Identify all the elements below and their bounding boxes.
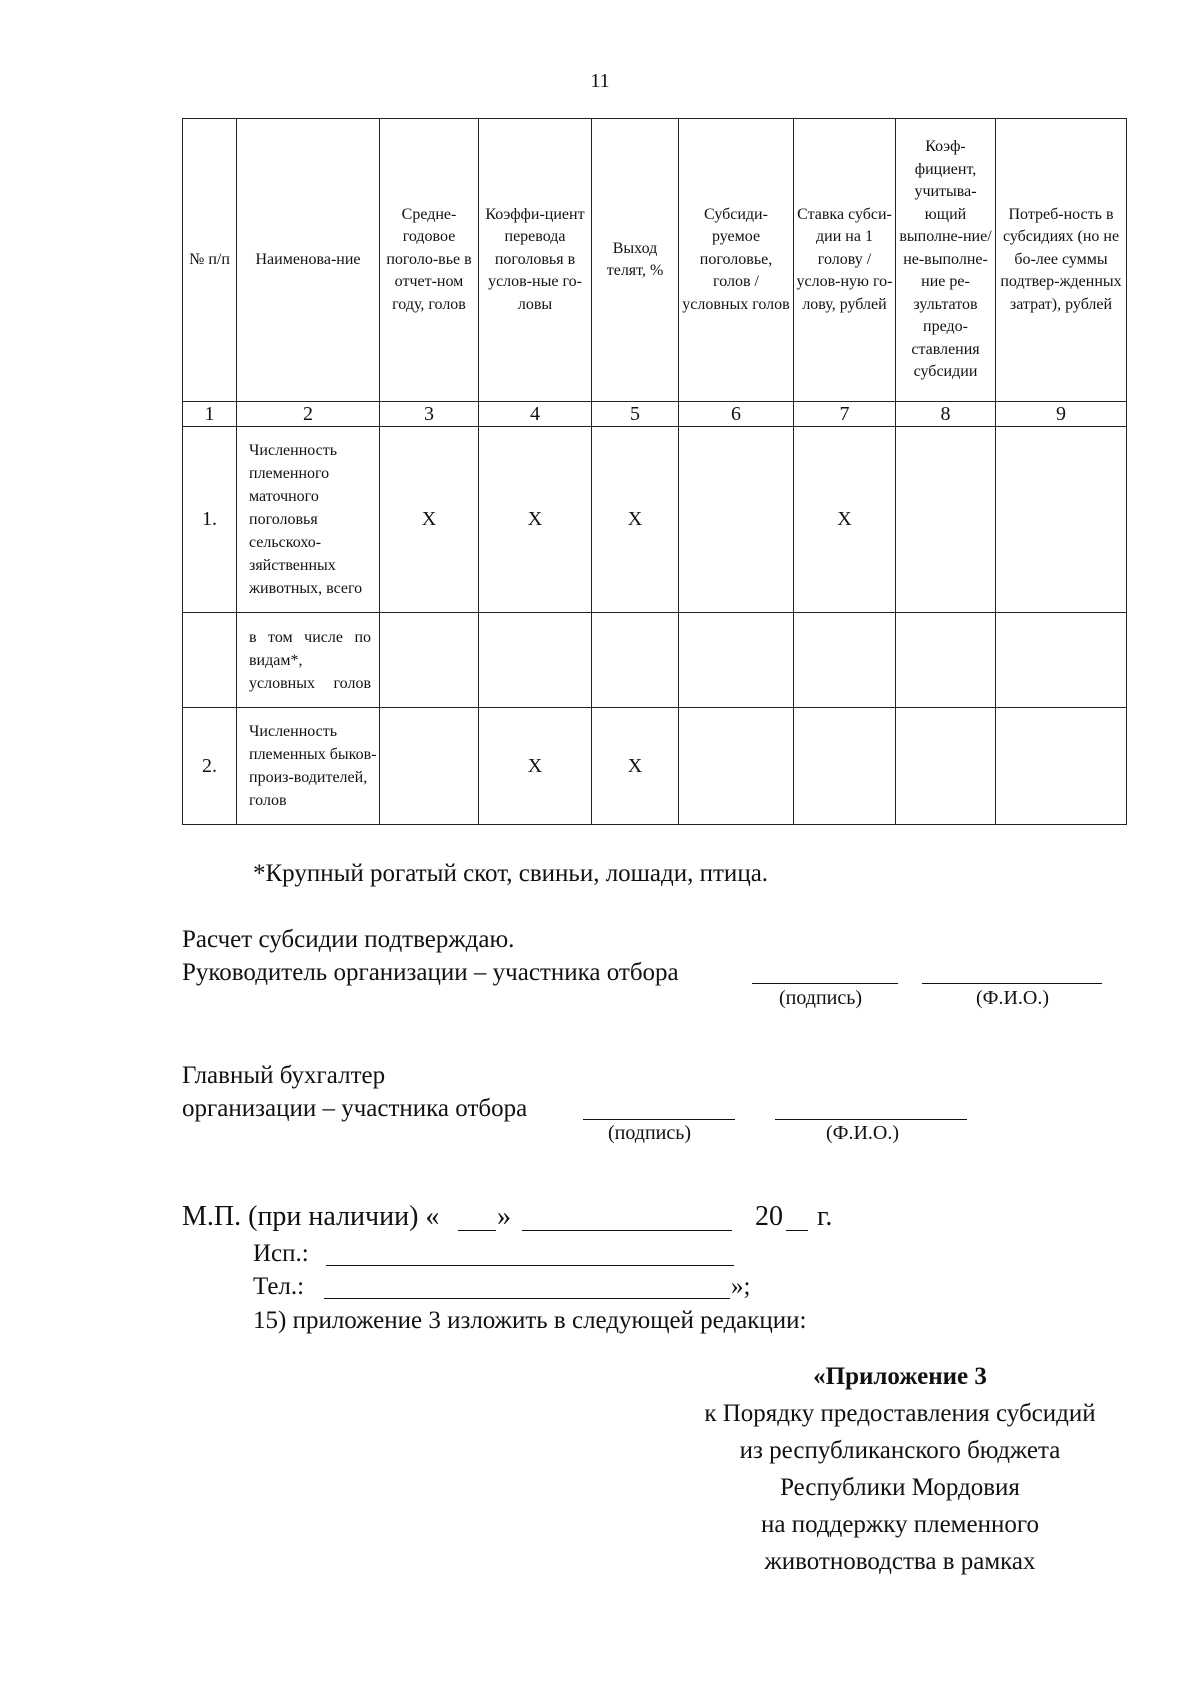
annex-line: на поддержку племенного <box>761 1511 1039 1538</box>
column-number: 4 <box>479 402 592 427</box>
column-number: 1 <box>183 402 237 427</box>
isp-label: Исп.: <box>253 1240 309 1267</box>
confirm-text: Расчет субсидии подтверждаю. <box>182 926 515 953</box>
cell-value <box>679 427 794 613</box>
director-signature-caption: (подпись) <box>779 987 863 1009</box>
cell-value <box>679 708 794 825</box>
cell-mark: Х <box>794 427 896 613</box>
table-row <box>183 613 1127 708</box>
table-row <box>183 427 1127 613</box>
row-number: 1. <box>183 427 237 613</box>
column-number: 9 <box>996 402 1127 427</box>
year-suffix: г. <box>817 1201 833 1232</box>
header-cell: № п/п <box>183 119 237 402</box>
row-name: Численность племенных быков-произ-водителей, голов <box>237 708 380 825</box>
cell-value <box>896 613 996 708</box>
tel-end: »; <box>731 1273 751 1300</box>
header-cell: Коэффи-циент перевода поголовья в услов-ные го-ловы <box>479 119 592 402</box>
accountant-fio-line[interactable] <box>775 1119 967 1120</box>
table-row <box>183 708 1127 825</box>
tel-label: Тел.: <box>253 1273 305 1300</box>
accountant-fio-caption: (Ф.И.О.) <box>826 1122 900 1144</box>
accountant-signature-line[interactable] <box>583 1119 735 1120</box>
page-number: 11 <box>590 70 610 92</box>
accountant-label: организации – участника отбора <box>182 1095 528 1122</box>
annex-line: к Порядку предоставления субсидий <box>704 1400 1096 1427</box>
cell-value <box>896 427 996 613</box>
header-cell: Средне-годовое поголо-вье в отчет-ном году, голов <box>380 119 479 402</box>
tel-line[interactable] <box>324 1298 730 1299</box>
subsidy-table <box>182 118 1127 825</box>
column-number-row <box>183 402 1127 427</box>
director-fio-caption: (Ф.И.О.) <box>976 987 1050 1009</box>
close-quote: » <box>497 1201 511 1232</box>
cell-value <box>794 708 896 825</box>
cell-value <box>479 613 592 708</box>
row-number <box>183 613 237 708</box>
annex-line: Республики Мордовия <box>780 1474 1020 1501</box>
annex-block <box>620 1358 1180 1580</box>
row-name: в том числе по видам*, условных голов <box>237 613 380 708</box>
stamp-label: М.П. (при наличии) « <box>182 1201 440 1232</box>
accountant-title: Главный бухгалтер <box>182 1062 386 1089</box>
director-label: Руководитель организации – участника отбора <box>182 959 679 986</box>
cell-value <box>996 708 1127 825</box>
header-cell: Ставка субси-дии на 1 голову / услов-ную го-лову, рублей <box>794 119 896 402</box>
month-line[interactable] <box>522 1230 732 1231</box>
cell-value <box>679 613 794 708</box>
column-number: 3 <box>380 402 479 427</box>
annex-title: «Приложение 3 <box>813 1363 987 1390</box>
cell-mark: Х <box>592 708 679 825</box>
cell-value <box>896 708 996 825</box>
cell-mark: Х <box>380 427 479 613</box>
year-prefix: 20 <box>755 1201 783 1232</box>
cell-mark: Х <box>479 708 592 825</box>
cell-value <box>380 708 479 825</box>
cell-value <box>996 613 1127 708</box>
row-number: 2. <box>183 708 237 825</box>
column-number: 7 <box>794 402 896 427</box>
header-cell: Субсиди-руемое поголовье, голов / условных голов <box>679 119 794 402</box>
cell-value <box>380 613 479 708</box>
cell-value <box>996 427 1127 613</box>
isp-line[interactable] <box>326 1265 734 1266</box>
instruction: 15) приложение 3 изложить в следующей редакции: <box>253 1307 807 1334</box>
annex-line: животноводства в рамках <box>764 1548 1036 1575</box>
header-cell: Выход телят, % <box>592 119 679 402</box>
cell-mark: Х <box>592 427 679 613</box>
header-cell: Наименова-ние <box>237 119 380 402</box>
column-number: 8 <box>896 402 996 427</box>
table-header-row <box>183 119 1127 402</box>
cell-value <box>592 613 679 708</box>
cell-value <box>794 613 896 708</box>
cell-mark: Х <box>479 427 592 613</box>
column-number: 6 <box>679 402 794 427</box>
director-fio-line[interactable] <box>922 983 1102 984</box>
column-number: 2 <box>237 402 380 427</box>
annex-line: из республиканского бюджета <box>739 1437 1061 1464</box>
header-cell: Коэф-фициент, учитыва-ющий выполне-ние/ не-выполне-ние ре-зультатов предо-ставления субсидии <box>896 119 996 402</box>
year-line[interactable] <box>786 1230 808 1231</box>
director-signature-line[interactable] <box>752 983 898 984</box>
day-line[interactable] <box>458 1230 496 1231</box>
row-name: Численность племенного маточного поголовья сельскохо-зяйственных животных, всего <box>237 427 380 613</box>
accountant-signature-caption: (подпись) <box>608 1122 692 1144</box>
column-number: 5 <box>592 402 679 427</box>
footnote: *Крупный рогатый скот, свиньи, лошади, птица. <box>253 860 769 887</box>
header-cell: Потреб-ность в субсидиях (но не бо-лее суммы подтвер-жденных затрат), рублей <box>996 119 1127 402</box>
